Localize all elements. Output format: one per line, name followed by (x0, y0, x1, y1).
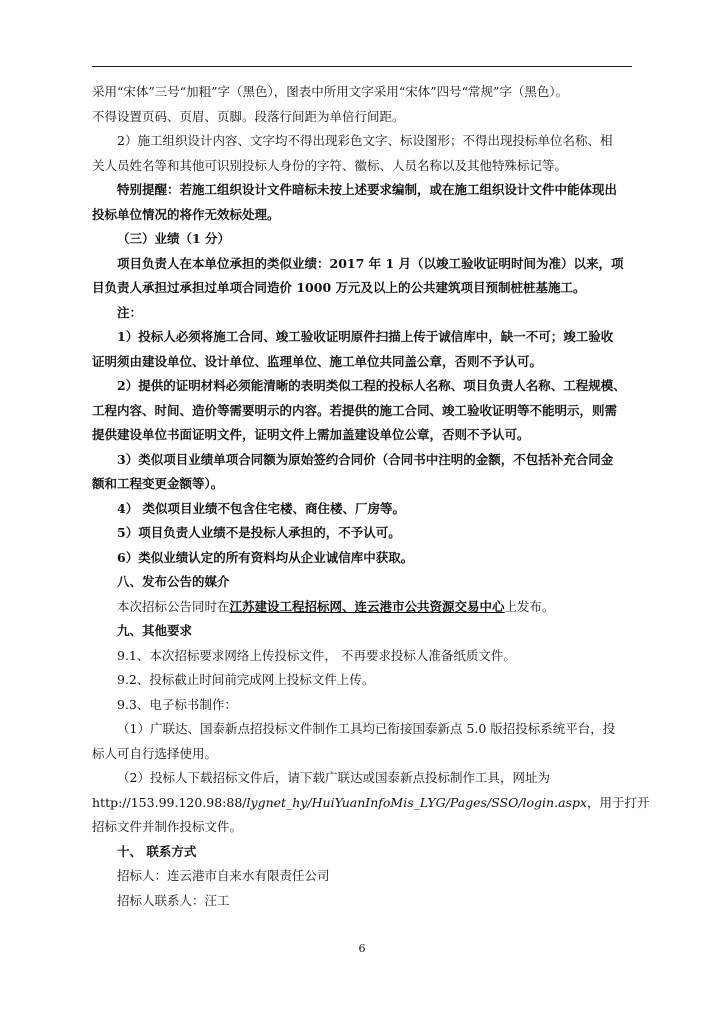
text-line: （2）投标人下载招标文件后，请下载广联达或国泰新点投标制作工具，网址为 (117, 770, 550, 785)
header-rule (92, 66, 632, 67)
section-heading-performance: （三）业绩（1 分） (117, 231, 231, 246)
text-line: 4） 类似项目业绩不包含住宅楼、商住楼、厂房等。 (117, 500, 406, 516)
text-line: 目负责人承担过承担过单项合同造价 1000 万元及以上的公共建筑项目预制桩桩基施工。 (92, 280, 586, 295)
document-body (92, 80, 650, 913)
text-line: 1）投标人必须将施工合同、竣工验收证明原件扫描上传于诚信库中，缺一不可；竣工验收 (117, 329, 614, 344)
text-line: 项目负责人在本单位承担的类似业绩：2017 年 1 月（以竣工验收证明时间为准）以来，项 (117, 255, 624, 271)
section-heading-contact: 十、 联系方式 (117, 843, 197, 859)
section-heading-media: 八、发布公告的媒介 (117, 574, 230, 589)
text-span: 上发布。 (504, 598, 555, 614)
section-heading-other: 九、其他要求 (117, 623, 193, 638)
text-line: 6）类似业绩认定的所有资料均从企业诚信库中获取。 (117, 549, 414, 565)
text-line: 关人员姓名等和其他可识别投标人身份的字符、徽标、人员名称以及其他特殊标记等。 (92, 157, 568, 173)
text-line: 标人可自行选择使用。 (92, 745, 218, 761)
page-number: 6 (358, 942, 366, 955)
text-line (92, 595, 632, 620)
text-line: 3）类似项目业绩单项合同额为原始签约合同价（合同书中注明的金额，不包括补充合同金 (117, 451, 614, 467)
tenderer-name: 招标人：连云港市自来水有限责任公司 (117, 868, 330, 883)
text-line: 2）提供的证明材料必须能清晰的表明类似工程的投标人名称、项目负责人名称、工程规模、 (117, 378, 626, 393)
text-line: 2）施工组织设计内容、文字均不得出现彩色文字、标设图形；不得出现投标单位名称、相 (117, 133, 613, 148)
text-line: 招标文件并制作投标文件。 (92, 819, 243, 834)
text-line: 9.3、电子标书制作： (117, 696, 237, 712)
text-span: 本次招标公告同时在 (117, 598, 230, 614)
note-label: 注： (117, 304, 143, 320)
special-notice-cont: 投标单位情况的将作无效标处理。 (92, 206, 280, 222)
url-line (92, 791, 650, 816)
special-notice: 特别提醒：若施工组织设计文件暗标未按上述要求编制，或在施工组织设计文件中能体现出 (117, 182, 618, 197)
text-line: 不得设置页码、页眉、页脚。段落行间距为单倍行间距。 (92, 108, 405, 124)
text-span: ，用于打开 (587, 794, 650, 810)
tenderer-contact: 招标人联系人：汪工 (117, 892, 230, 908)
text-line: 额和工程变更金额等）。 (92, 476, 224, 491)
text-line: 采用“宋体”三号“加粗”字（黑色），图表中所用文字采用“宋体”四号“常规”字（黑色）。 (92, 84, 569, 99)
text-line: 提供建设单位书面证明文件，证明文件上需加盖建设单位公章，否则不予认可。 (92, 427, 530, 442)
url-path[interactable]: lygnet_hy/HuiYuanInfoMis_LYG/Pages/SSO/login.aspx (246, 794, 588, 810)
text-line: （1）广联达、国泰新点招投标文件制作工具均已衔接国泰新点 5.0 版招投标系统平台，投 (117, 721, 616, 736)
text-line: 5）项目负责人业绩不是投标人承担的，不予认可。 (117, 525, 401, 540)
text-line: 9.1、本次招标要求网络上传投标文件， 不再要求投标人准备纸质文件。 (117, 647, 516, 663)
text-line: 工程内容、时间、造价等需要明示的内容。若提供的施工合同、竣工验收证明等不能明示，则需 (92, 402, 618, 418)
text-line: 证明须由建设单位、设计单位、监理单位、施工单位共同盖公章，否则不予认可。 (92, 353, 543, 369)
publication-media-link[interactable]: 江苏建设工程招标网、连云港市公共资源交易中心 (229, 598, 505, 614)
url-prefix[interactable]: http://153.99.120.98:88/ (92, 794, 247, 810)
text-line: 9.2、投标截止时间前完成网上投标文件上传。 (117, 672, 375, 687)
